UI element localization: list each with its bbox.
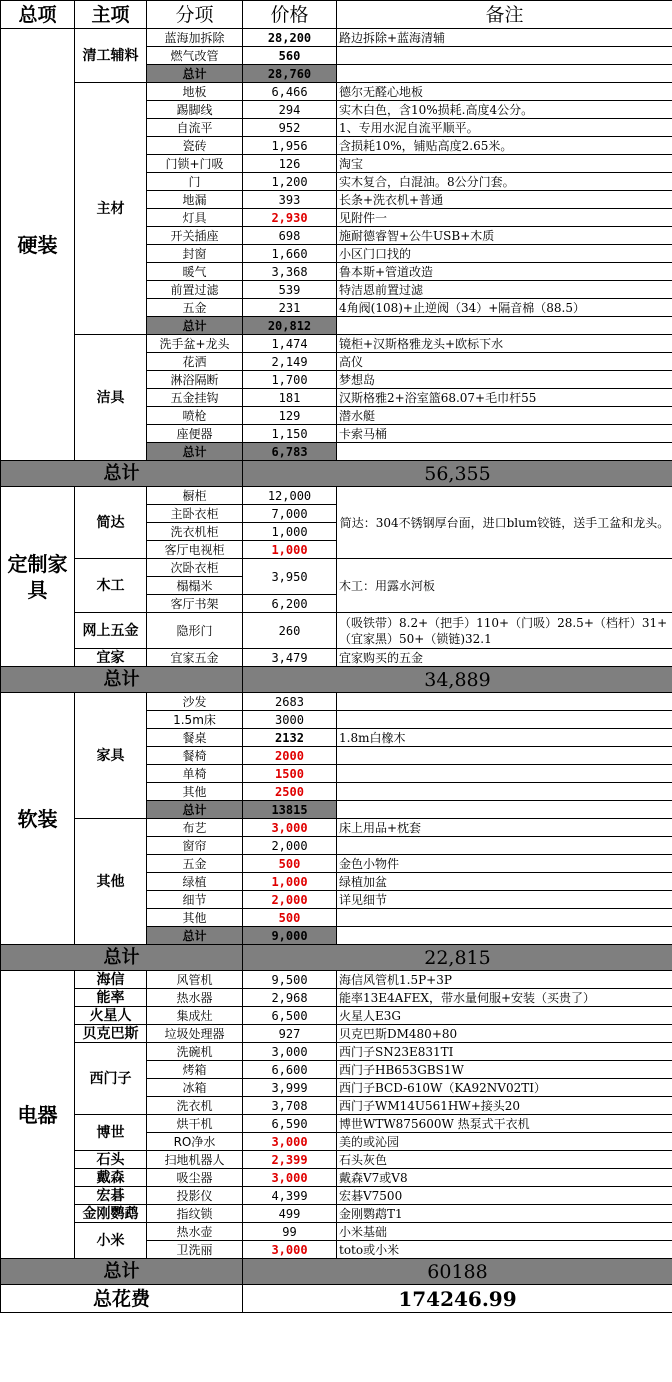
item-name: 烘干机	[147, 1115, 243, 1133]
item-name: 客厅书架	[147, 595, 243, 613]
item-price: 2,968	[243, 989, 337, 1007]
table-row	[1, 1043, 672, 1061]
item-price: 99	[243, 1223, 337, 1241]
item-name: 扫地机器人	[147, 1151, 243, 1169]
group-name: 石头	[75, 1151, 147, 1169]
item-note: 金刚鹦鹉T1	[337, 1205, 672, 1223]
item-price: 1,150	[243, 425, 337, 443]
item-name: 指纹锁	[147, 1205, 243, 1223]
section-total-value: 56,355	[243, 461, 672, 487]
item-note: 详见细节	[337, 891, 672, 909]
item-name: 卫洗丽	[147, 1241, 243, 1259]
item-price: 260	[243, 613, 337, 649]
header-row	[1, 1, 672, 29]
group-name: 木工	[75, 559, 147, 613]
item-note	[337, 783, 672, 801]
item-price: 1,000	[243, 541, 337, 559]
table-row	[1, 971, 672, 989]
item-name: 沙发	[147, 693, 243, 711]
section-total-label: 总计	[1, 667, 243, 693]
item-note: 能率13E4AFEX，带水量伺服+安装（买贵了）	[337, 989, 672, 1007]
item-name: 踢脚线	[147, 101, 243, 119]
item-price: 1,000	[243, 523, 337, 541]
item-name: 洗衣机柜	[147, 523, 243, 541]
item-price: 6,200	[243, 595, 337, 613]
item-price: 2500	[243, 783, 337, 801]
item-name: 座便器	[147, 425, 243, 443]
item-name: 餐椅	[147, 747, 243, 765]
item-price: 6,590	[243, 1115, 337, 1133]
item-price: 129	[243, 407, 337, 425]
item-note: 卡索马桶	[337, 425, 672, 443]
item-note	[337, 765, 672, 783]
group-name: 火星人	[75, 1007, 147, 1025]
item-note: 含损耗10%，铺贴高度2.65米。	[337, 137, 672, 155]
item-name: 地漏	[147, 191, 243, 209]
item-name: 单椅	[147, 765, 243, 783]
item-name: 五金挂钩	[147, 389, 243, 407]
group-name: 金刚鹦鹉	[75, 1205, 147, 1223]
subtotal-price: 9,000	[243, 927, 337, 945]
group-name: 家具	[75, 693, 147, 819]
item-note: 小区门口找的	[337, 245, 672, 263]
item-note: 小米基础	[337, 1223, 672, 1241]
item-note: 床上用品+枕套	[337, 819, 672, 837]
group-name: 戴森	[75, 1169, 147, 1187]
group-name: 网上五金	[75, 613, 147, 649]
item-note: 特洁恩前置过滤	[337, 281, 672, 299]
group-name: 海信	[75, 971, 147, 989]
section-total-row	[1, 461, 672, 487]
item-price: 2,930	[243, 209, 337, 227]
table-row	[1, 1169, 672, 1187]
item-name: 冰箱	[147, 1079, 243, 1097]
item-note	[337, 65, 672, 83]
item-note	[337, 693, 672, 711]
item-price: 952	[243, 119, 337, 137]
item-price: 3000	[243, 711, 337, 729]
item-price: 3,950	[243, 559, 337, 595]
table-row	[1, 1007, 672, 1025]
group-name: 其他	[75, 819, 147, 945]
item-note: 1.8m白橡木	[337, 729, 672, 747]
item-name: 封窗	[147, 245, 243, 263]
item-note	[337, 909, 672, 927]
item-price: 6,600	[243, 1061, 337, 1079]
item-price: 500	[243, 855, 337, 873]
item-note: 见附件一	[337, 209, 672, 227]
item-note: 路边拆除+蓝海清辅	[337, 29, 672, 47]
item-price: 4,399	[243, 1187, 337, 1205]
table-row	[1, 83, 672, 101]
grand-total-value: 174246.99	[243, 1285, 672, 1313]
item-note: 简达：304不锈钢厚台面，进口blum铰链，送手工盆和龙头。	[337, 487, 672, 559]
section-total-label: 总计	[1, 461, 243, 487]
item-name: 窗帘	[147, 837, 243, 855]
item-price: 3,708	[243, 1097, 337, 1115]
subtotal-price: 6,783	[243, 443, 337, 461]
item-price: 1,660	[243, 245, 337, 263]
grand-total-row	[1, 1285, 672, 1313]
item-price: 126	[243, 155, 337, 173]
table-row	[1, 693, 672, 711]
item-note: 德尔无醛心地板	[337, 83, 672, 101]
item-note	[337, 927, 672, 945]
item-note: 1、专用水泥自流平顺平。	[337, 119, 672, 137]
section-total-label: 总计	[1, 1259, 243, 1285]
group-name: 洁具	[75, 335, 147, 461]
item-note: 汉斯格雅2+浴室篮68.07+毛巾杆55	[337, 389, 672, 407]
table-row	[1, 649, 672, 667]
table-row	[1, 1025, 672, 1043]
item-price: 927	[243, 1025, 337, 1043]
item-name: 暖气	[147, 263, 243, 281]
item-price: 231	[243, 299, 337, 317]
item-price: 1,200	[243, 173, 337, 191]
subtotal-label: 总计	[147, 801, 243, 819]
group-name: 能率	[75, 989, 147, 1007]
item-name: 次卧衣柜	[147, 559, 243, 577]
item-price: 3,999	[243, 1079, 337, 1097]
item-name: 客厅电视柜	[147, 541, 243, 559]
item-price: 2000	[243, 747, 337, 765]
item-note	[337, 443, 672, 461]
item-name: 绿植	[147, 873, 243, 891]
item-price: 3,000	[243, 1133, 337, 1151]
item-name: 其他	[147, 909, 243, 927]
item-price: 3,368	[243, 263, 337, 281]
section-total-label: 总计	[1, 945, 243, 971]
group-name: 西门子	[75, 1043, 147, 1115]
item-note: 西门子BCD-610W（KA92NV02TI）	[337, 1079, 672, 1097]
section-name: 电器	[1, 971, 75, 1259]
group-name: 小米	[75, 1223, 147, 1259]
item-note: 火星人E3G	[337, 1007, 672, 1025]
item-note: 戴森V7或V8	[337, 1169, 672, 1187]
section-total-row	[1, 1259, 672, 1285]
item-price: 2,399	[243, 1151, 337, 1169]
group-name: 简达	[75, 487, 147, 559]
item-note: 贝克巴斯DM480+80	[337, 1025, 672, 1043]
item-name: 热水器	[147, 989, 243, 1007]
item-price: 1500	[243, 765, 337, 783]
item-name: 门锁+门吸	[147, 155, 243, 173]
item-note: 宏碁V7500	[337, 1187, 672, 1205]
item-price: 560	[243, 47, 337, 65]
item-price: 6,500	[243, 1007, 337, 1025]
item-price: 181	[243, 389, 337, 407]
item-name: 其他	[147, 783, 243, 801]
group-name: 贝克巴斯	[75, 1025, 147, 1043]
item-note: 西门子SN23E831TI	[337, 1043, 672, 1061]
item-note: 高仪	[337, 353, 672, 371]
item-name: 燃气改管	[147, 47, 243, 65]
item-price: 12,000	[243, 487, 337, 505]
item-note: 长条+洗衣机+普通	[337, 191, 672, 209]
item-note	[337, 837, 672, 855]
item-price: 2,000	[243, 837, 337, 855]
item-name: 布艺	[147, 819, 243, 837]
table-row	[1, 1187, 672, 1205]
table-row	[1, 989, 672, 1007]
item-price: 1,700	[243, 371, 337, 389]
item-name: 洗衣机	[147, 1097, 243, 1115]
item-name: RO净水	[147, 1133, 243, 1151]
item-price: 6,466	[243, 83, 337, 101]
item-price: 3,000	[243, 819, 337, 837]
section-total-row	[1, 667, 672, 693]
item-price: 2683	[243, 693, 337, 711]
section-total-value: 60188	[243, 1259, 672, 1285]
item-name: 隐形门	[147, 613, 243, 649]
item-name: 垃圾处理器	[147, 1025, 243, 1043]
item-name: 1.5m床	[147, 711, 243, 729]
section-name: 定制家具	[1, 487, 75, 667]
section-total-value: 34,889	[243, 667, 672, 693]
item-note: 4角阀(108)+止逆阀（34）+隔音棉（88.5）	[337, 299, 672, 317]
group-name: 博世	[75, 1115, 147, 1151]
item-note	[337, 747, 672, 765]
item-price: 9,500	[243, 971, 337, 989]
item-name: 五金	[147, 855, 243, 873]
section-total-value: 22,815	[243, 945, 672, 971]
item-note	[337, 801, 672, 819]
table-row	[1, 1151, 672, 1169]
item-name: 榻榻米	[147, 577, 243, 595]
item-name: 花洒	[147, 353, 243, 371]
item-price: 1,474	[243, 335, 337, 353]
item-price: 1,000	[243, 873, 337, 891]
group-name: 清工辅料	[75, 29, 147, 83]
subtotal-label: 总计	[147, 317, 243, 335]
item-name: 吸尘器	[147, 1169, 243, 1187]
item-price: 500	[243, 909, 337, 927]
item-name: 橱柜	[147, 487, 243, 505]
item-price: 393	[243, 191, 337, 209]
item-name: 宜家五金	[147, 649, 243, 667]
item-price: 2,000	[243, 891, 337, 909]
header-cell: 分项	[147, 1, 243, 29]
item-price: 539	[243, 281, 337, 299]
item-note: 鲁本斯+管道改造	[337, 263, 672, 281]
item-name: 瓷砖	[147, 137, 243, 155]
subtotal-label: 总计	[147, 927, 243, 945]
group-name: 宏碁	[75, 1187, 147, 1205]
table-row	[1, 1223, 672, 1241]
item-note: 实木复合，白混油。8公分门套。	[337, 173, 672, 191]
item-note: （吸铁带）8.2+（把手）110+（门吸）28.5+（档杆）31+（宜家黑）50+（锁链)32.1	[337, 613, 672, 649]
table-row	[1, 29, 672, 47]
item-name: 前置过滤	[147, 281, 243, 299]
grand-total-label: 总花费	[1, 1285, 243, 1313]
table-row	[1, 819, 672, 837]
item-name: 门	[147, 173, 243, 191]
item-name: 餐桌	[147, 729, 243, 747]
subtotal-price: 28,760	[243, 65, 337, 83]
header-cell: 总项	[1, 1, 75, 29]
header-cell: 价格	[243, 1, 337, 29]
item-price: 698	[243, 227, 337, 245]
table-row	[1, 1115, 672, 1133]
item-note: 西门子WM14U561HW+接头20	[337, 1097, 672, 1115]
item-note: 石头灰色	[337, 1151, 672, 1169]
item-note: 淘宝	[337, 155, 672, 173]
item-price: 2132	[243, 729, 337, 747]
item-price: 3,000	[243, 1241, 337, 1259]
item-note: 宜家购买的五金	[337, 649, 672, 667]
item-price: 2,149	[243, 353, 337, 371]
item-name: 洗手盆+龙头	[147, 335, 243, 353]
table-row	[1, 1205, 672, 1223]
item-price: 7,000	[243, 505, 337, 523]
item-price: 28,200	[243, 29, 337, 47]
item-note	[337, 711, 672, 729]
header-cell: 备注	[337, 1, 672, 29]
item-price: 3,479	[243, 649, 337, 667]
item-note: 海信风管机1.5P+3P	[337, 971, 672, 989]
item-name: 喷枪	[147, 407, 243, 425]
group-name: 主材	[75, 83, 147, 335]
item-note: 潜水艇	[337, 407, 672, 425]
table-row	[1, 559, 672, 577]
item-name: 细节	[147, 891, 243, 909]
item-note: toto或小米	[337, 1241, 672, 1259]
item-note: 西门子HB653GBS1W	[337, 1061, 672, 1079]
item-price: 499	[243, 1205, 337, 1223]
subtotal-price: 13815	[243, 801, 337, 819]
subtotal-label: 总计	[147, 65, 243, 83]
table-row	[1, 487, 672, 505]
item-note: 金色小物件	[337, 855, 672, 873]
subtotal-price: 20,812	[243, 317, 337, 335]
item-price: 294	[243, 101, 337, 119]
table-row	[1, 613, 672, 649]
item-name: 集成灶	[147, 1007, 243, 1025]
table-row	[1, 335, 672, 353]
item-name: 烤箱	[147, 1061, 243, 1079]
item-name: 淋浴隔断	[147, 371, 243, 389]
item-price: 3,000	[243, 1169, 337, 1187]
item-note: 美的或沁园	[337, 1133, 672, 1151]
item-name: 投影仪	[147, 1187, 243, 1205]
item-name: 主卧衣柜	[147, 505, 243, 523]
item-name: 蓝海加拆除	[147, 29, 243, 47]
item-note: 博世WTW875600W 热泵式干衣机	[337, 1115, 672, 1133]
item-note: 施耐德睿智+公牛USB+木质	[337, 227, 672, 245]
item-name: 地板	[147, 83, 243, 101]
group-name: 宜家	[75, 649, 147, 667]
item-name: 开关插座	[147, 227, 243, 245]
item-note: 绿植加盆	[337, 873, 672, 891]
section-hardware: 硬装	[1, 29, 75, 461]
item-price: 1,956	[243, 137, 337, 155]
item-name: 五金	[147, 299, 243, 317]
item-name: 自流平	[147, 119, 243, 137]
subtotal-label: 总计	[147, 443, 243, 461]
item-note	[337, 47, 672, 65]
item-name: 洗碗机	[147, 1043, 243, 1061]
item-note: 木工：用露水河板	[337, 559, 672, 613]
item-name: 热水壶	[147, 1223, 243, 1241]
item-name: 灯具	[147, 209, 243, 227]
header-cell: 主项	[75, 1, 147, 29]
section-name: 软装	[1, 693, 75, 945]
item-note: 实木白色，含10%损耗.高度4公分。	[337, 101, 672, 119]
item-price: 3,000	[243, 1043, 337, 1061]
item-note: 梦想岛	[337, 371, 672, 389]
item-note	[337, 317, 672, 335]
item-name: 风管机	[147, 971, 243, 989]
item-note: 镜柜+汉斯格雅龙头+欧标下水	[337, 335, 672, 353]
section-total-row	[1, 945, 672, 971]
